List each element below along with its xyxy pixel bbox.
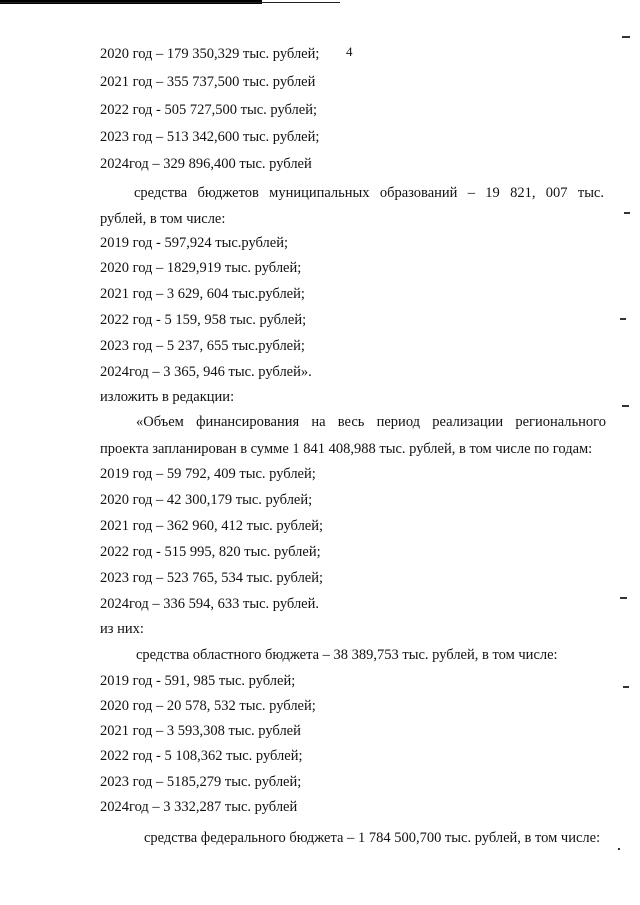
text-line: средства областного бюджета – 38 389,753 тыс. рублей, в том числе: bbox=[136, 647, 558, 663]
text-line: 2020 год – 20 578, 532 тыс. рублей; bbox=[100, 698, 316, 714]
text-line: изложить в редакции: bbox=[100, 389, 235, 405]
scan-edge-mark bbox=[618, 848, 620, 850]
scan-edge-mark bbox=[622, 36, 630, 38]
text-line: 2024год – 3 365, 946 тыс. рублей». bbox=[100, 364, 312, 380]
text-line: 2022 год - 5 159, 958 тыс. рублей; bbox=[100, 312, 307, 328]
scan-edge-mark bbox=[622, 405, 629, 407]
text-line: 2019 год - 597,924 тыс.рублей; bbox=[100, 235, 288, 251]
text-line: 2024год – 336 594, 633 тыс. рублей. bbox=[100, 596, 320, 612]
page-number: 4 bbox=[346, 44, 353, 59]
top-border-thin-rule bbox=[0, 2, 340, 3]
text-line: 2020 год – 1829,919 тыс. рублей; bbox=[100, 260, 302, 276]
text-line: 2023 год – 513 342,600 тыс. рублей; bbox=[100, 129, 320, 145]
text-line: 2022 год - 5 108,362 тыс. рублей; bbox=[100, 748, 303, 764]
scan-edge-mark bbox=[624, 212, 630, 214]
text-line: 2021 год – 355 737,500 тыс. рублей bbox=[100, 74, 316, 90]
text-line: 2019 год - 591, 985 тыс. рублей; bbox=[100, 673, 296, 689]
text-line: 2022 год - 515 995, 820 тыс. рублей; bbox=[100, 544, 321, 560]
text-line: 2023 год – 5 237, 655 тыс.рублей; bbox=[100, 338, 305, 354]
text-line: «Объем финансирования на весь период реализации регионального bbox=[136, 414, 606, 430]
text-line: 2021 год – 362 960, 412 тыс. рублей; bbox=[100, 518, 324, 534]
text-line: 2023 год – 523 765, 534 тыс. рублей; bbox=[100, 570, 324, 586]
text-line: 2021 год – 3 593,308 тыс. рублей bbox=[100, 723, 301, 739]
text-line: 2020 год – 179 350,329 тыс. рублей; bbox=[100, 46, 320, 62]
text-line: рублей, в том числе: bbox=[100, 211, 226, 227]
text-line: 2019 год – 59 792, 409 тыс. рублей; bbox=[100, 466, 316, 482]
text-line: 2022 год - 505 727,500 тыс. рублей; bbox=[100, 102, 317, 118]
text-line: средства бюджетов муниципальных образований – 19 821, 007 тыс. bbox=[134, 185, 604, 201]
text-line: 2021 год – 3 629, 604 тыс.рублей; bbox=[100, 286, 305, 302]
scan-edge-mark bbox=[620, 597, 627, 599]
text-line: из них: bbox=[100, 621, 144, 637]
text-line: 2024год – 3 332,287 тыс. рублей bbox=[100, 799, 298, 815]
text-line: 2020 год – 42 300,179 тыс. рублей; bbox=[100, 492, 313, 508]
text-line: проекта запланирован в сумме 1 841 408,988 тыс. рублей, в том числе по годам: bbox=[100, 441, 593, 457]
scan-edge-mark bbox=[623, 686, 629, 688]
scan-edge-mark bbox=[620, 318, 626, 320]
text-line: 2023 год – 5185,279 тыс. рублей; bbox=[100, 774, 302, 790]
text-line: средства федерального бюджета – 1 784 500,700 тыс. рублей, в том числе: bbox=[144, 830, 601, 846]
text-line: 2024год – 329 896,400 тыс. рублей bbox=[100, 156, 312, 172]
